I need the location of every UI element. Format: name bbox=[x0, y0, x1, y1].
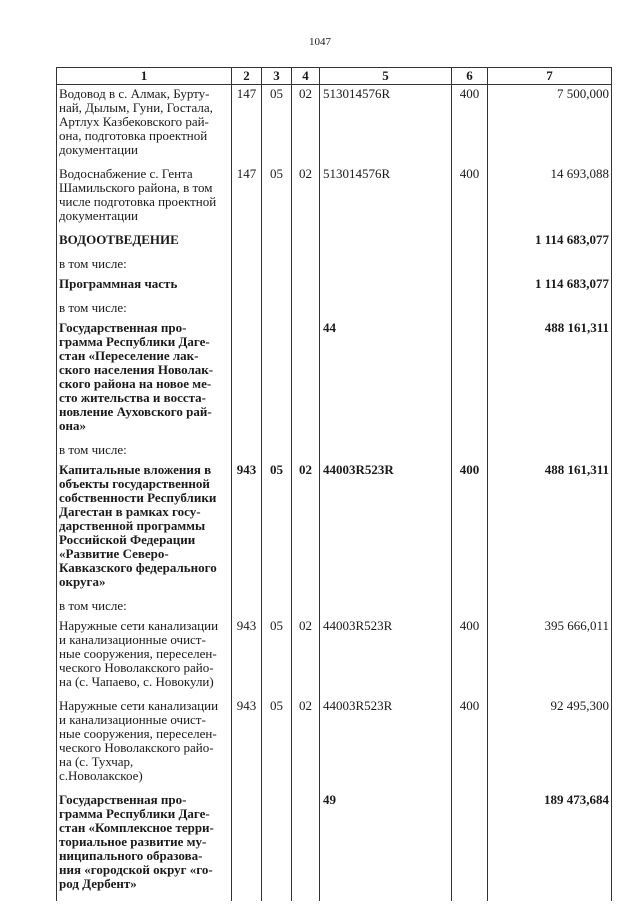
table-cell-c3 bbox=[262, 233, 292, 257]
table-cell-c3 bbox=[262, 321, 292, 443]
table-cell-c5: 44 bbox=[320, 321, 452, 443]
table-cell-c6 bbox=[452, 257, 488, 277]
table-cell-c6: 400 bbox=[452, 699, 488, 793]
table-cell-c7 bbox=[488, 443, 612, 463]
table-cell-c3 bbox=[262, 443, 292, 463]
table-cell-c4: 02 bbox=[292, 619, 320, 699]
table-row bbox=[57, 619, 612, 699]
table-cell-c3: 05 bbox=[262, 167, 292, 233]
table-row bbox=[57, 599, 612, 619]
table-cell-c3: 05 bbox=[262, 85, 292, 168]
table-cell-c5: 513014576R bbox=[320, 85, 452, 168]
table-row bbox=[57, 167, 612, 233]
row-name-cell: Водоснабжение с. Гента Шамильского района, в том числе подготовка проектной документации bbox=[57, 167, 232, 233]
table-cell-c6 bbox=[452, 301, 488, 321]
table-cell-c2 bbox=[232, 257, 262, 277]
table-row bbox=[57, 793, 612, 901]
column-header: 4 bbox=[292, 68, 320, 85]
column-header: 5 bbox=[320, 68, 452, 85]
table-cell-c6 bbox=[452, 793, 488, 901]
table-cell-c3 bbox=[262, 257, 292, 277]
table-row bbox=[57, 85, 612, 168]
row-name-cell: в том числе: bbox=[57, 599, 232, 619]
table-row bbox=[57, 277, 612, 301]
row-name-cell: в том числе: bbox=[57, 443, 232, 463]
row-name-cell: Государственная про- грамма Республики Даге- стан «Комплексное терри- ториальное развитие му- ниципального образова- ния «городской округ «го- род Дербент» bbox=[57, 793, 232, 901]
table-cell-c5 bbox=[320, 443, 452, 463]
table-cell-c2: 943 bbox=[232, 699, 262, 793]
table-cell-c3 bbox=[262, 599, 292, 619]
table-cell-c4 bbox=[292, 793, 320, 901]
table-row bbox=[57, 233, 612, 257]
table-cell-c6 bbox=[452, 443, 488, 463]
table-cell-c2 bbox=[232, 793, 262, 901]
table-cell-c5: 44003R523R bbox=[320, 619, 452, 699]
row-name-cell: Наружные сети канализации и канализационные очист- ные сооружения, переселен- ческого Новолакского райо- на (с. Чапаево, с. Новокули) bbox=[57, 619, 232, 699]
table-header-row bbox=[57, 68, 612, 85]
column-header: 7 bbox=[488, 68, 612, 85]
table-row bbox=[57, 443, 612, 463]
column-header: 2 bbox=[232, 68, 262, 85]
column-header: 3 bbox=[262, 68, 292, 85]
table-cell-c4 bbox=[292, 599, 320, 619]
row-name-cell: в том числе: bbox=[57, 257, 232, 277]
table-cell-c4 bbox=[292, 443, 320, 463]
table-cell-c5 bbox=[320, 599, 452, 619]
table-cell-c2 bbox=[232, 277, 262, 301]
table-row bbox=[57, 257, 612, 277]
table-cell-c7: 488 161,311 bbox=[488, 321, 612, 443]
table-cell-c5 bbox=[320, 277, 452, 301]
table-cell-c6 bbox=[452, 277, 488, 301]
table-cell-c6 bbox=[452, 321, 488, 443]
table-cell-c6 bbox=[452, 233, 488, 257]
table-cell-c5: 49 bbox=[320, 793, 452, 901]
table-cell-c3 bbox=[262, 301, 292, 321]
table-cell-c3 bbox=[262, 277, 292, 301]
row-name-cell: Наружные сети канализации и канализационные очист- ные сооружения, переселен- ческого Новолакского райо- на (с. Тухчар, с.Новолакское) bbox=[57, 699, 232, 793]
table-cell-c7: 1 114 683,077 bbox=[488, 233, 612, 257]
table-cell-c7: 488 161,311 bbox=[488, 463, 612, 599]
table-body bbox=[57, 85, 612, 902]
table-cell-c5: 513014576R bbox=[320, 167, 452, 233]
column-header: 1 bbox=[57, 68, 232, 85]
row-name-cell: Государственная про- грамма Республики Даге- стан «Переселение лак- ского населения Новолак- ского района на новое ме- сто жительства и восста- новление Ауховского рай- она» bbox=[57, 321, 232, 443]
table-cell-c3: 05 bbox=[262, 699, 292, 793]
table-cell-c7: 7 500,000 bbox=[488, 85, 612, 168]
table-cell-c2 bbox=[232, 321, 262, 443]
table-cell-c3 bbox=[262, 793, 292, 901]
table-cell-c4: 02 bbox=[292, 85, 320, 168]
table-row bbox=[57, 699, 612, 793]
table-cell-c7: 395 666,011 bbox=[488, 619, 612, 699]
table-cell-c5 bbox=[320, 301, 452, 321]
table-cell-c2: 943 bbox=[232, 619, 262, 699]
table-cell-c2: 147 bbox=[232, 167, 262, 233]
table-cell-c7 bbox=[488, 599, 612, 619]
row-name-cell: в том числе: bbox=[57, 301, 232, 321]
table-cell-c4 bbox=[292, 321, 320, 443]
table-cell-c4 bbox=[292, 277, 320, 301]
table-cell-c6: 400 bbox=[452, 167, 488, 233]
table-row bbox=[57, 463, 612, 599]
table-cell-c7 bbox=[488, 301, 612, 321]
table-cell-c7: 1 114 683,077 bbox=[488, 277, 612, 301]
row-name-cell: Программная часть bbox=[57, 277, 232, 301]
table-cell-c2 bbox=[232, 599, 262, 619]
row-name-cell: Водовод в с. Алмак, Бурту- най, Дылым, Гуни, Гостала, Артлух Казбековского рай- она, подготовка проектной документации bbox=[57, 85, 232, 168]
table-cell-c3: 05 bbox=[262, 619, 292, 699]
row-name-cell: Капитальные вложения в объекты государственной собственности Республики Дагестан в рамках госу- дарственной программы Российской Федерации «Развитие Северо- Кавказского федерального округа» bbox=[57, 463, 232, 599]
table-cell-c2 bbox=[232, 301, 262, 321]
table-cell-c5: 44003R523R bbox=[320, 463, 452, 599]
table-cell-c6 bbox=[452, 599, 488, 619]
table-cell-c6: 400 bbox=[452, 463, 488, 599]
table-cell-c2: 147 bbox=[232, 85, 262, 168]
table-cell-c2 bbox=[232, 233, 262, 257]
table-cell-c6: 400 bbox=[452, 85, 488, 168]
table-cell-c7: 189 473,684 bbox=[488, 793, 612, 901]
table-cell-c4: 02 bbox=[292, 463, 320, 599]
table-cell-c4 bbox=[292, 233, 320, 257]
table-cell-c6: 400 bbox=[452, 619, 488, 699]
table-row bbox=[57, 301, 612, 321]
table-cell-c7: 92 495,300 bbox=[488, 699, 612, 793]
table-cell-c5 bbox=[320, 257, 452, 277]
table-cell-c4 bbox=[292, 257, 320, 277]
table-cell-c4: 02 bbox=[292, 699, 320, 793]
page-number: 1047 bbox=[309, 36, 331, 48]
table-cell-c5: 44003R523R bbox=[320, 699, 452, 793]
table-cell-c2 bbox=[232, 443, 262, 463]
table-cell-c2: 943 bbox=[232, 463, 262, 599]
column-header: 6 bbox=[452, 68, 488, 85]
table-row bbox=[57, 321, 612, 443]
table-cell-c5 bbox=[320, 233, 452, 257]
budget-table bbox=[56, 67, 612, 901]
table-cell-c3: 05 bbox=[262, 463, 292, 599]
table-cell-c4: 02 bbox=[292, 167, 320, 233]
table-cell-c7 bbox=[488, 257, 612, 277]
row-name-cell: ВОДООТВЕДЕНИЕ bbox=[57, 233, 232, 257]
table-cell-c4 bbox=[292, 301, 320, 321]
table-cell-c7: 14 693,088 bbox=[488, 167, 612, 233]
